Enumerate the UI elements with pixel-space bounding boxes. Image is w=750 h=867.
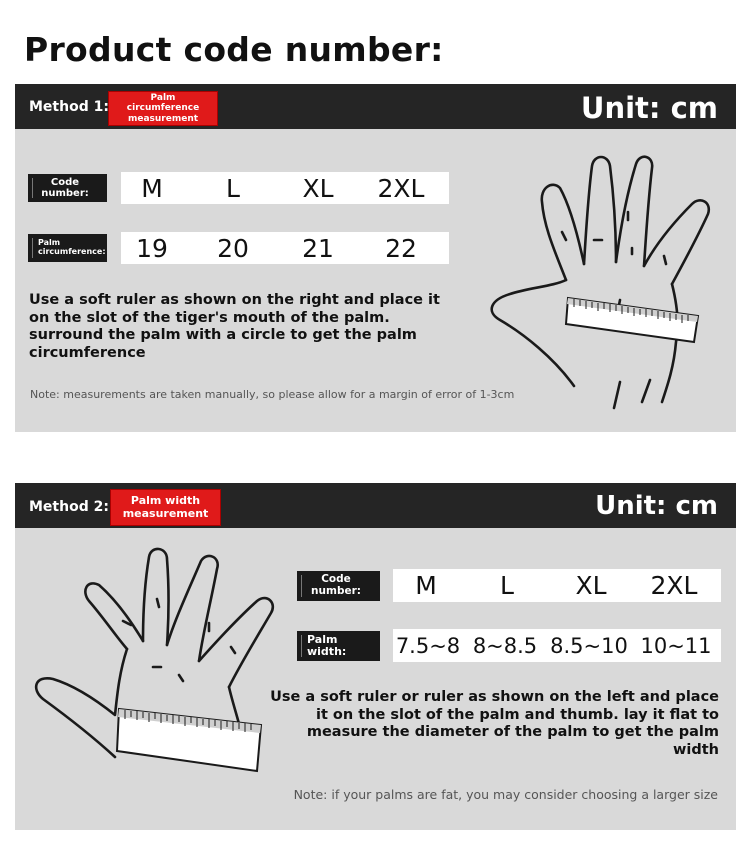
method1-panel — [15, 84, 736, 432]
method1-label: Method 1: — [29, 99, 109, 115]
method1-code-tag-text: Code number: — [41, 177, 89, 199]
method1-tag — [109, 92, 217, 125]
method2-label: Method 2: — [29, 499, 109, 515]
method1-value-2xl: 22 — [385, 233, 417, 263]
method1-tag-text: Palm circumference measurement — [126, 92, 200, 124]
method2-note: Note: if your palms are fat, you may consider choosing a larger size — [293, 787, 718, 802]
method1-size-2xl: 2XL — [377, 173, 425, 203]
method2-description: Use a soft ruler or ruler as shown on the left and place it on the slot of the palm and thumb. lay it flat to measure the diameter of the palm to get the palm width — [270, 689, 719, 758]
method2-code-tag-text: Code number: — [311, 573, 361, 597]
method1-values-row — [121, 232, 449, 264]
page-title: Product code number: — [24, 30, 444, 69]
method2-tag-text: Palm width measurement — [122, 493, 209, 520]
method2-size-l: L — [500, 571, 514, 600]
method2-values-row — [393, 629, 721, 662]
method1-size-m: M — [141, 173, 163, 203]
method1-note: Note: measurements are taken manually, so please allow for a margin of error of 1-3cm — [30, 388, 515, 401]
method1-header — [15, 84, 736, 129]
method1-sizes-row — [121, 172, 449, 204]
method2-value-xl: 8.5~10 — [550, 633, 628, 658]
method2-code-tag — [297, 571, 380, 601]
method1-unit: Unit: cm — [580, 91, 718, 125]
method1-value-xl: 21 — [302, 233, 334, 263]
measuring-tape-icon — [566, 298, 698, 342]
method1-size-l: L — [226, 173, 240, 203]
method2-value-l: 8~8.5 — [472, 633, 538, 658]
ruler-icon — [117, 709, 261, 771]
method1-code-tag — [28, 174, 107, 202]
method1-measure-tag — [28, 234, 107, 262]
method1-value-l: 20 — [217, 233, 249, 263]
method2-value-2xl: 10~11 — [640, 633, 712, 658]
method2-tag — [111, 490, 220, 525]
method1-size-xl: XL — [302, 173, 334, 203]
method2-size-xl: XL — [575, 571, 607, 600]
method1-description: Use a soft ruler as shown on the right and place it on the slot of the tiger's mouth of the palm. surround the palm with a circle to get the palm circumference — [29, 292, 440, 361]
method1-value-m: 19 — [136, 233, 168, 263]
method2-measure-tag-text: Palm width: — [307, 632, 347, 658]
method2-sizes-row — [393, 569, 721, 602]
method2-size-2xl: 2XL — [650, 571, 698, 600]
method2-value-m: 7.5~8 — [395, 633, 461, 658]
hand-ruler-illustration-left — [19, 539, 281, 805]
method2-size-m: M — [415, 571, 437, 600]
method1-measure-tag-text: Palm circumference: — [38, 238, 106, 256]
method2-header — [15, 483, 736, 528]
hand-ruler-illustration-right — [470, 136, 732, 408]
method2-unit: Unit: cm — [595, 491, 718, 521]
method2-measure-tag — [297, 631, 380, 661]
method2-panel — [15, 483, 736, 830]
